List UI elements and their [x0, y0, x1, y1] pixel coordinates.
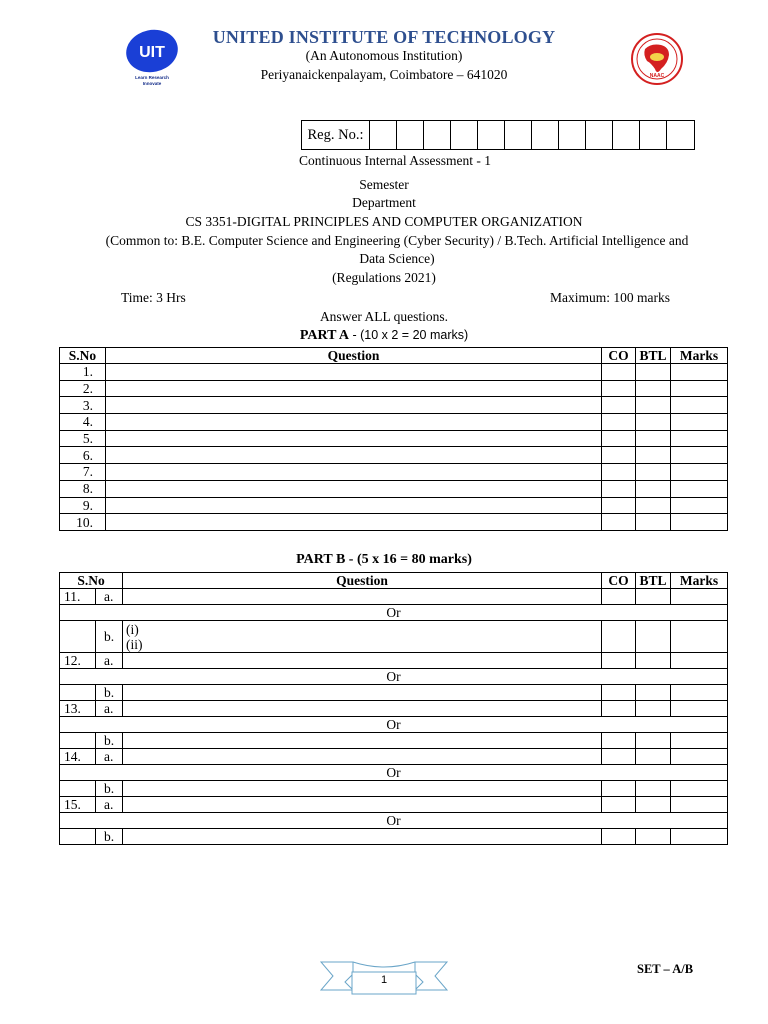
question-cell[interactable] — [106, 514, 602, 531]
question-cell[interactable] — [106, 447, 602, 464]
row-number: 7. — [60, 464, 106, 481]
institution-address: Periyanaickenpalayam, Coimbatore – 641020 — [260, 67, 508, 82]
co-cell[interactable] — [602, 797, 636, 813]
question-number-empty — [60, 685, 96, 701]
part-a-table — [59, 347, 728, 531]
or-row — [60, 813, 728, 829]
btl-cell[interactable] — [636, 480, 671, 497]
subpart-label: a. — [96, 749, 123, 765]
btl-cell[interactable] — [636, 797, 671, 813]
btl-cell[interactable] — [636, 829, 671, 845]
or-label: Or — [60, 669, 728, 685]
row-number: 3. — [60, 397, 106, 414]
subpart-label: b. — [96, 621, 123, 653]
btl-cell[interactable] — [636, 701, 671, 717]
co-cell[interactable] — [602, 749, 636, 765]
assessment-title: Continuous Internal Assessment - 1 — [299, 153, 491, 168]
row-number: 4. — [60, 414, 106, 431]
part-b-table — [59, 572, 728, 845]
col-question: Question — [123, 573, 602, 589]
accreditation-seal — [631, 33, 683, 85]
part-a-title: PART A — [299, 328, 350, 343]
marks-cell[interactable] — [671, 589, 728, 605]
question-cell[interactable] — [106, 497, 602, 514]
reg-no-digit[interactable] — [424, 121, 451, 149]
or-label: Or — [60, 765, 728, 781]
marks-cell[interactable] — [671, 653, 728, 669]
btl-cell[interactable] — [636, 464, 671, 481]
question-number: 14. — [60, 749, 96, 765]
col-co: CO — [602, 573, 636, 589]
course-title: CS 3351-DIGITAL PRINCIPLES AND COMPUTER ORGANIZATION — [185, 214, 583, 229]
table-row — [60, 733, 728, 749]
table-row — [60, 480, 728, 497]
table-row — [60, 497, 728, 514]
common-to: (Common to: B.E. Computer Science and Engineering (Cyber Security) / B.Tech. Artificial Intelligence and Data Science) — [105, 233, 689, 266]
semester-label: Semester — [359, 177, 409, 192]
table-row — [60, 414, 728, 431]
co-cell[interactable] — [602, 685, 636, 701]
sub-question-i: (i) — [126, 621, 139, 637]
row-number: 2. — [60, 380, 106, 397]
co-cell[interactable] — [602, 497, 636, 514]
marks-cell[interactable] — [671, 797, 728, 813]
col-btl: BTL — [636, 573, 671, 589]
institution-name: UNITED INSTITUTE OF TECHNOLOGY — [212, 27, 556, 47]
reg-no-digit[interactable] — [532, 121, 559, 149]
table-header-row — [60, 348, 728, 364]
marks-cell[interactable] — [671, 497, 728, 514]
or-row — [60, 605, 728, 621]
question-cell[interactable] — [123, 685, 602, 701]
part-a-heading — [0, 326, 768, 345]
co-cell[interactable] — [602, 621, 636, 653]
subpart-label: a. — [96, 653, 123, 669]
table-row — [60, 621, 728, 653]
btl-cell[interactable] — [636, 430, 671, 447]
marks-cell[interactable] — [671, 447, 728, 464]
marks-cell[interactable] — [671, 380, 728, 397]
reg-no-box — [301, 120, 695, 150]
co-cell[interactable] — [602, 397, 636, 414]
table-row — [60, 514, 728, 531]
question-cell[interactable] — [106, 464, 602, 481]
btl-cell[interactable] — [636, 781, 671, 797]
marks-cell[interactable] — [671, 781, 728, 797]
co-cell[interactable] — [602, 480, 636, 497]
reg-no-digit[interactable] — [559, 121, 586, 149]
table-row — [60, 364, 728, 381]
question-number: 12. — [60, 653, 96, 669]
or-label: Or — [60, 717, 728, 733]
question-cell[interactable] — [123, 653, 602, 669]
table-row — [60, 380, 728, 397]
marks-cell[interactable] — [671, 749, 728, 765]
marks-cell[interactable] — [671, 733, 728, 749]
table-row — [60, 829, 728, 845]
marks-cell[interactable] — [671, 464, 728, 481]
co-cell[interactable] — [602, 733, 636, 749]
svg-text:Innovate: Innovate — [142, 81, 162, 86]
logo-text: UIT — [139, 44, 165, 61]
question-number-empty — [60, 829, 96, 845]
max-marks: Maximum: 100 marks — [550, 290, 670, 305]
marks-cell[interactable] — [671, 829, 728, 845]
set-label: SET – A/B — [637, 962, 694, 976]
question-number-empty — [60, 733, 96, 749]
table-row — [60, 685, 728, 701]
reg-no-digit[interactable] — [613, 121, 640, 149]
question-cell[interactable] — [106, 364, 602, 381]
btl-cell[interactable] — [636, 749, 671, 765]
question-cell[interactable] — [123, 701, 602, 717]
subpart-label: b. — [96, 781, 123, 797]
row-number: 5. — [60, 430, 106, 447]
marks-cell[interactable] — [671, 480, 728, 497]
btl-cell[interactable] — [636, 364, 671, 381]
col-co: CO — [602, 348, 636, 364]
or-label: Or — [60, 605, 728, 621]
or-label: Or — [60, 813, 728, 829]
question-cell[interactable] — [106, 414, 602, 431]
marks-cell[interactable] — [671, 621, 728, 653]
table-row — [60, 430, 728, 447]
institution-subtitle: (An Autonomous Institution) — [305, 48, 463, 63]
marks-cell[interactable] — [671, 397, 728, 414]
col-sno: S.No — [60, 348, 106, 364]
co-cell[interactable] — [602, 364, 636, 381]
co-cell[interactable] — [602, 589, 636, 605]
question-number: 13. — [60, 701, 96, 717]
co-cell[interactable] — [602, 829, 636, 845]
co-cell[interactable] — [602, 430, 636, 447]
table-row — [60, 397, 728, 414]
co-cell[interactable] — [602, 514, 636, 531]
table-row — [60, 589, 728, 605]
marks-cell[interactable] — [671, 430, 728, 447]
row-number: 1. — [60, 364, 106, 381]
question-cell[interactable] — [123, 589, 602, 605]
subpart-label: b. — [96, 685, 123, 701]
btl-cell[interactable] — [636, 589, 671, 605]
table-row — [60, 749, 728, 765]
table-row — [60, 797, 728, 813]
question-cell[interactable] — [106, 430, 602, 447]
subpart-label: a. — [96, 589, 123, 605]
marks-cell[interactable] — [671, 701, 728, 717]
row-number: 8. — [60, 480, 106, 497]
col-question: Question — [106, 348, 602, 364]
question-cell[interactable] — [106, 397, 602, 414]
table-row — [60, 701, 728, 717]
row-number: 9. — [60, 497, 106, 514]
btl-cell[interactable] — [636, 497, 671, 514]
co-cell[interactable] — [602, 414, 636, 431]
btl-cell[interactable] — [636, 397, 671, 414]
col-marks: Marks — [671, 573, 728, 589]
or-row — [60, 765, 728, 781]
question-number: 15. — [60, 797, 96, 813]
part-b-heading: PART B - (5 x 16 = 80 marks) — [296, 552, 472, 567]
btl-cell[interactable] — [636, 447, 671, 464]
co-cell[interactable] — [602, 701, 636, 717]
question-cell[interactable] — [123, 733, 602, 749]
col-sno: S.No — [60, 573, 123, 589]
marks-cell[interactable] — [671, 685, 728, 701]
table-header-row — [60, 573, 728, 589]
question-cell[interactable] — [123, 829, 602, 845]
btl-cell[interactable] — [636, 685, 671, 701]
table-row — [60, 447, 728, 464]
instruction: Answer ALL questions. — [319, 309, 449, 324]
btl-cell[interactable] — [636, 414, 671, 431]
table-row — [60, 464, 728, 481]
or-row — [60, 669, 728, 685]
reg-no-digit[interactable] — [640, 121, 667, 149]
subpart-label: a. — [96, 797, 123, 813]
col-btl: BTL — [636, 348, 671, 364]
subpart-label: a. — [96, 701, 123, 717]
question-cell[interactable] — [123, 621, 602, 653]
table-row — [60, 781, 728, 797]
co-cell[interactable] — [602, 781, 636, 797]
department-label: Department — [352, 195, 416, 210]
marks-cell[interactable] — [671, 364, 728, 381]
reg-no-digit[interactable] — [451, 121, 478, 149]
svg-text:Learn Research: Learn Research — [135, 75, 169, 80]
question-number-empty — [60, 621, 96, 653]
regulations: (Regulations 2021) — [332, 270, 436, 285]
reg-no-label: Reg. No.: — [302, 121, 370, 149]
question-number: 11. — [60, 589, 96, 605]
or-row — [60, 717, 728, 733]
marks-cell[interactable] — [671, 414, 728, 431]
part-a-marks: - (10 x 2 = 20 marks) — [349, 328, 469, 342]
seal-text: NAAC — [649, 73, 665, 79]
subpart-label: b. — [96, 733, 123, 749]
marks-cell[interactable] — [671, 514, 728, 531]
question-cell[interactable] — [106, 480, 602, 497]
question-cell[interactable] — [123, 797, 602, 813]
reg-no-digit[interactable] — [397, 121, 424, 149]
question-cell[interactable] — [123, 749, 602, 765]
reg-no-digit[interactable] — [667, 121, 694, 149]
co-cell[interactable] — [602, 653, 636, 669]
subpart-label: b. — [96, 829, 123, 845]
question-number-empty — [60, 781, 96, 797]
btl-cell[interactable] — [636, 380, 671, 397]
reg-no-digit[interactable] — [505, 121, 532, 149]
reg-no-digit[interactable] — [370, 121, 397, 149]
row-number: 10. — [60, 514, 106, 531]
table-row — [60, 653, 728, 669]
col-marks: Marks — [671, 348, 728, 364]
page-number: 1 — [380, 974, 388, 986]
co-cell[interactable] — [602, 464, 636, 481]
co-cell[interactable] — [602, 380, 636, 397]
btl-cell[interactable] — [636, 733, 671, 749]
btl-cell[interactable] — [636, 514, 671, 531]
question-cell[interactable] — [123, 781, 602, 797]
btl-cell[interactable] — [636, 621, 671, 653]
reg-no-digit[interactable] — [586, 121, 613, 149]
question-cell[interactable] — [106, 380, 602, 397]
sub-question-ii: (ii) — [126, 636, 143, 652]
row-number: 6. — [60, 447, 106, 464]
exam-time: Time: 3 Hrs — [121, 290, 186, 305]
reg-no-digit[interactable] — [478, 121, 505, 149]
btl-cell[interactable] — [636, 653, 671, 669]
co-cell[interactable] — [602, 447, 636, 464]
